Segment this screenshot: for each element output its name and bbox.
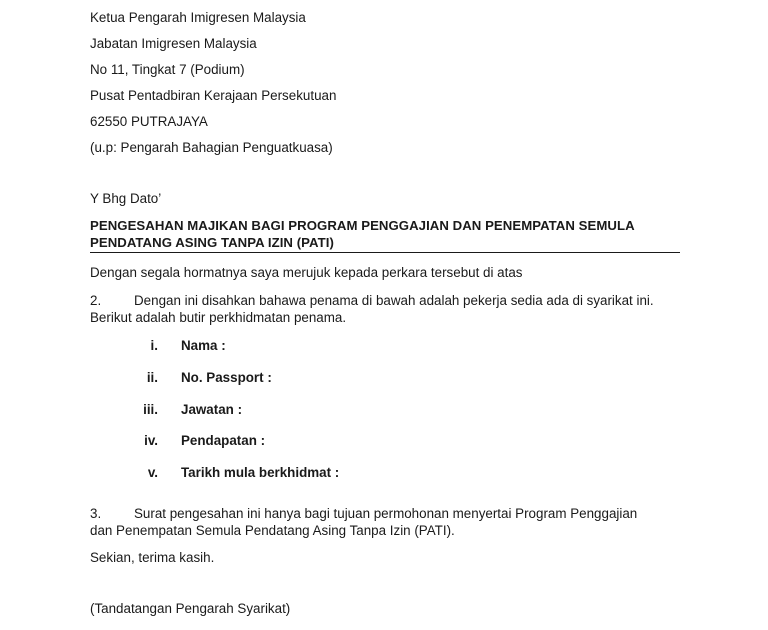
paragraph-2 [90, 292, 690, 326]
paragraph-3-line-2: dan Penempatan Semula Pendatang Asing Tanpa Izin (PATI). [90, 523, 455, 538]
address-line-2: Jabatan Imigresen Malaysia [90, 36, 257, 51]
list-item-label: Tarikh mula berkhidmat : [181, 465, 340, 480]
salutation: Y Bhg Dato’ [90, 191, 162, 206]
list-item-label: Jawatan : [181, 402, 243, 417]
subject-line-2: PENDATANG ASING TANPA IZIN (PATI) [90, 235, 334, 250]
list-item-pendapatan [130, 432, 266, 449]
address-line-5: 62550 PUTRAJAYA [90, 114, 208, 129]
paragraph-2-number: 2. [90, 293, 102, 308]
paragraph-3-line-1: Surat pengesahan ini hanya bagi tujuan permohonan menyertai Program Penggajian [134, 506, 638, 521]
intro-text: Dengan segala hormatnya saya merujuk kepada perkara tersebut di atas [90, 265, 523, 280]
subject-line-1: PENGESAHAN MAJIKAN BAGI PROGRAM PENGGAJIAN DAN PENEMPATAN SEMULA [90, 218, 635, 233]
list-item-label: Pendapatan : [181, 433, 266, 448]
paragraph-2-line-2: Berikut adalah butir perkhidmatan penama. [90, 310, 347, 325]
list-item-numeral: iv. [144, 433, 158, 448]
address-line-6: (u.p: Pengarah Bahagian Penguatkuasa) [90, 140, 333, 155]
address-line-4: Pusat Pentadbiran Kerajaan Persekutuan [90, 88, 337, 103]
list-item-numeral: iii. [143, 402, 158, 417]
list-item-numeral: v. [147, 465, 158, 480]
signature-line: (Tandatangan Pengarah Syarikat) [90, 601, 291, 616]
list-item-numeral: ii. [146, 370, 158, 385]
address-line-1: Ketua Pengarah Imigresen Malaysia [90, 10, 306, 25]
list-item-nama [130, 337, 226, 354]
paragraph-3-number: 3. [90, 506, 102, 521]
paragraph-2-line-1: Dengan ini disahkan bahawa penama di bawah adalah pekerja sedia ada di syarikat ini. [134, 293, 654, 308]
list-item-tarikh [130, 464, 340, 481]
list-item-jawatan [130, 401, 243, 418]
paragraph-3 [90, 505, 690, 539]
address-line-3: No 11, Tingkat 7 (Podium) [90, 62, 245, 77]
subject-heading [90, 217, 680, 253]
closing-text: Sekian, terima kasih. [90, 550, 215, 565]
list-item-passport [130, 369, 272, 386]
list-item-label: No. Passport : [181, 370, 272, 385]
list-item-label: Nama : [181, 338, 226, 353]
list-item-numeral: i. [150, 338, 158, 353]
